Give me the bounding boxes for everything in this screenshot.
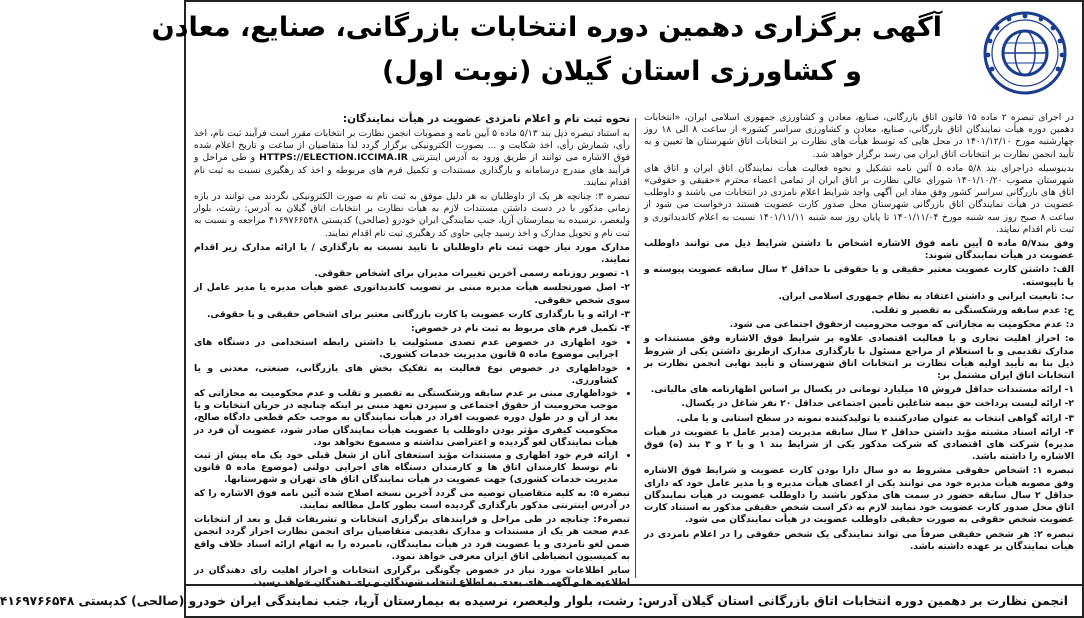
criterion-3: ۳- ارائه گواهی انتخاب به عنوان صادرکننده یا تولیدکننده نمونه در سطح استانی و یا ملی. xyxy=(676,412,1074,424)
announcement-header xyxy=(151,2,1082,110)
intro-paragraph-3: وفق بند۵/۷ ماده ۵ آیین نامه فوق الاشاره اشخاص با داشتن شرایط ذیل می توانند داوطلب عضویت در هیأت نمایندگان شوند: xyxy=(644,238,1074,262)
right-column xyxy=(644,112,1074,584)
election-website-link[interactable]: HTTPS://ELECTION.ICCIMA.IR xyxy=(259,152,408,164)
note-6: تبصره۶: چنانچه در طی مراحل و فرایندهای برگزاری انتخابات و تشریفات قبل و بعد از انتخابات عدم صحت هر یک از مستندات و مدارک تقدیمی متقاضیان برای انجمن نظارت احراز گردد انجمن ضمن لغو نامزدی و یا عضویت فرد در هیأت نمایندگان، نامبرده را به اتهام ارائه اسناد خلاف واقع به کمیسیون انضباطی اتاق ایران معرفی خواهد نمود. xyxy=(194,514,630,562)
declaration-item-3: • خوداظهاری مبنی بر عدم سابقه ورشکستگی به تقصیر و تقلب و عدم محکومیت به مجازاتی که موجب محرومیت از حقوق اجتماعی و سپردن تعهد مبنی بر اینکه چنانچه در جریان انتخابات و یا بعد از آن و در طول دوره عضویت افراد در هیأت نمایندگان به موجب حکم قطعی دادگاه صالح، محکومیت کیفری مؤثر بودن داوطلب یا عضویت هیأت نمایندگان صادر شود، عضویت آن فرد در هیأت نمایندگان لغو گردیده و اعتراضی نداشته و مسموع نخواهد بود. xyxy=(194,388,618,449)
criterion-1: ۱- ارائه مستندات حداقل فروش ۱۵ میلیارد تومانی در یکسال بر اساس اظهارنامه های مالیاتی. xyxy=(650,384,1074,396)
note-1: تبصره ۱: اشخاص حقوقی مشروط به دو سال دارا بودن کارت عضویت و شرایط فوق الاشاره وفق مصوبه هیأت مدیره خود می توانند یکی از اعضای هیأت مدیره و یا مدیر عامل خود که دارای حداقل ۲ سال سابقه حضور در سمت های مذکور باشند را داوطلب عضویت در هیأت نمایندگان اتاق محل صدور کارت عضویت خود نمایند لازم به ذکر است شخص حقیقی مذکور به استناد کارت عضویت شخص حقوقی به صورت حقیقی داوطلب عضویت در هیأت نمایندگان می شود. xyxy=(644,465,1074,526)
condition-he: ه: احراز اهلیت تجاری و یا فعالیت اقتصادی علاوه بر شرایط فوق الاشاره وفق مستندات و مدارک تقدیمی و با استعلام از مراجع مسئول با بارگذاری مدارک ازطریق داشتن یکی از شروط ذیل بنا به تأیید اولیه هیأت نظارت بر انتخابات اتاق شهرستان و تأیید نهایی انجمن نظارت بر انتخابات اتاق ایران مشتمل بر: xyxy=(644,333,1074,382)
announcement-title-line2: و کشاورزی استان گیلان (نوبت اول) xyxy=(382,56,862,87)
condition-alef: الف: داشتن کارت عضویت معتبر حقیقی و یا حقوقی با حداقل ۲ سال سابقه عضویت پیوسته و یا ناپیوسته. xyxy=(644,264,1074,288)
intro-paragraph-1: در اجرای تبصره ۲ ماده ۱۵ قانون اتاق بازرگانی، صنایع، معادن و کشاورزی جمهوری اسلامی ایران، «انتخابات دهمین دوره هیأت نمایندگان اتاق بازرگانی، صنایع، معادن و کشاورزی سراسر کشور» از ساعت ۸ الی ۱۸ روز چهارشنبه مورخ ۱۴۰۱/۱۲/۱۰ در محل هایی که توسط هیأت های نظارت بر انتخابات اتاق شهرستان ها تعیین و به تأیید انجمن نظارت بر انتخابات اتاق ایران می رسد برگزار خواهد شد. xyxy=(644,112,1075,160)
chamber-of-commerce-logo-icon xyxy=(982,10,1068,96)
announcement-title-line1: آگهی برگزاری دهمین دوره انتخابات بازرگانی، صنایع، معادن xyxy=(151,12,942,43)
left-column xyxy=(194,112,631,589)
criterion-2: ۲- ارائه لیست پرداخت حق بیمه شاغلین تأمین اجتماعی حداقل ۲۰ نفر شاغل در یکسال. xyxy=(681,398,1074,410)
declaration-list xyxy=(194,337,630,486)
document-item-1: ۱- تصویر روزنامه رسمی آخرین تغییرات مدیران برای اشخاص حقوقی. xyxy=(314,268,630,280)
registration-section-title: نحوه ثبت نام و اعلام نامزدی عضویت در هیأت نمایندگان: xyxy=(342,113,630,125)
required-documents-title: مدارک مورد نیاز جهت ثبت نام داوطلبان با تایید نسبت به بارگذاری / یا ارائه مدارک زیر اقدام نمایند. xyxy=(194,241,630,266)
condition-be: ب: تابعیت ایرانی و داشتن اعتقاد به نظام جمهوری اسلامی ایران. xyxy=(778,290,1074,302)
registration-intro-part2: و طی مراحل و فرآیند های مندرج درسامانه و بارگذاری مستندات و تکمیل فرم های مربوطه و اخذ کد رهگیری نسبت به ثبت نام اقدام نمایند. xyxy=(194,152,630,188)
document-item-4: ۴- تکمیل فرم های مربوط به ثبت نام در خصوص: xyxy=(410,323,630,335)
condition-dal: د: عدم محکومیت به مجازاتی که موجب محرومیت ازحقوق اجتماعی می شود. xyxy=(729,319,1074,331)
registration-intro xyxy=(194,128,630,189)
declaration-item-2: • خوداظهاری در خصوص نوع فعالیت به تفکیک بخش های بازرگانی، صنعتی، معدنی و یا کشاورزی. xyxy=(194,363,618,387)
condition-jim: ج: عدم سابقه ورشکستگی به تقصیر و تقلب. xyxy=(871,305,1074,317)
note-3: تبصره ۳: چنانچه هر یک از داوطلبان به هر دلیل موفق به ثبت نام به صورت الکترونیکی نگردند می توانند در بازه زمانی مذکور با در دست داشتن مستندات لازم به هیأت نظارت بر انتخابات اتاق گیلان به آدرس: رشت، بلوار ولیعصر، نرسیده به بیمارستان آریا، جنب نمایندگی ایران خودرو (صالحی) کدپستی ۴۱۶۹۷۶۶۵۴۸ مراجعه و نسبت به ثبت نام و تحویل مدارک و اخذ رسید چاپی حاوی کد رهگیری ثبت نام اقدام نمایند. xyxy=(194,191,630,239)
note-2: تبصره ۲: هر شخص حقیقی صرفاً می تواند نمایندگی یک شخص حقوقی را در اعلام نامزدی در هیأت نمایندگان بر عهده داشته باشد. xyxy=(644,528,1074,552)
announcement-footer xyxy=(0,584,1082,616)
closing-paragraph: سایر اطلاعات مورد نیاز در خصوص چگونگی برگزاری انتخابات و احراز اهلیت رای دهندگان در اطلاعیه ها و آگهی های بعدی به اطلاع انتخاب شوندگان و رای دهندگان خواهد رسید. xyxy=(194,564,630,589)
criterion-4: ۴- ارائه اسناد مشبته مؤید داشتن حداقل ۲ سال سابقه مدیریت (مدیر عامل یا عضویت در هیأت مدیره) شرکت های اقتصادی که شرکت مذکور یکی از شرایط بند ۱ و یا ۲ و ۳ بند (ه) فوق الاشاره را داشته باشد. xyxy=(644,426,1074,463)
note-5: تبصره ۵: به کلیه متقاضیان توصیه می گردد آخرین نسخه اصلاح شده آئین نامه فوق الاشاره را که در آدرس اینترنتی مذکور بارگذاری گردیده است بطور کامل مطالعه نمایند. xyxy=(194,487,631,511)
registration-intro-part1: به استناد تبصره ذیل بند ۵/۱۳ ماده ۵ آیین نامه و مصوبات انجمن نظارت بر انتخابات مقرر است فرآیند ثبت نام، اخذ رأی، شمارش رأی، اخذ شکایت و ... بصورت الکترونیکی برگزار گردد لذا متقاضیان از ساعت و تاریخ اعلام شده فوق الاشاره می توانند از طریق ورود به آدرس اینترنتی xyxy=(194,128,630,164)
announcement-body xyxy=(194,112,1075,589)
declaration-item-1: • خود اظهاری در خصوص عدم تصدی مسئولیت یا داشتن رابطه استخدامی در دستگاه های اجرایی موضوع ماده ۵ قانون مدیریت خدمات کشوری. xyxy=(194,337,618,361)
document-item-3: ۳- ارائه و یا بارگذاری کارت عضویت یا کارت بازرگانی معتبر برای اشخاص حقیقی و یا حقوقی. xyxy=(206,308,630,320)
declaration-item-4: • ارائه فرم خود اظهاری و مستندات مؤید استعفای آنان از شغل قبلی خود یک ماه پیش از ثبت نام توسط کارمندان اتاق ها و کارمندان دستگاه های اجرایی دولتی (موضوع ماده ۵ قانون مدیریت خدمات کشوری) جهت عضویت در هیأت نمایندگان اتاق های تهران و شهرستانها. xyxy=(194,450,618,487)
document-item-2: ۲- اصل صورتجلسه هیأت مدیره مبنی بر تصویب کاندیداتوری عضو هیأت مدیره یا مدیر عامل از سوی شخص حقوقی. xyxy=(194,282,630,306)
intro-paragraph-2: بدینوسیله دراجرای بند ۵/۸ ماده ۵ آئین نامه تشکیل و نحوه فعالیت هیأت نمایندگان اتاق ایران و اتاق های شهرستان مصوب ۱۴۰۱/۱۰/۲۰ شورای عالی نظارت بر اتاق ایران از تمامی اعضاء محترم «حقیقی و حقوقی» اتاق های بازرگانی سراسر کشور وفق مفاد این آگهی واجد شرایط اعلام نامزدی در انتخابات می باشند و داوطلب عضویت در هیأت نمایندگان اتاق بازرگانی شهرستان محل صدور کارت عضویت هستند درخواست می شود از ساعت ۸ صبح روز سه شنبه مورخ ۱۴۰۱/۱۱/۰۴ تا پایان روز سه شنبه ۱۴۰۱/۱۱/۱۱ نسبت به اعلام کاندیداتوری و ثبت نام اقدام نمایند. xyxy=(644,162,1074,235)
footer-address: انجمن نظارت بر دهمین دوره انتخابات اتاق بازرگانی استان گیلان آدرس: رشت، بلوار ولیعصر، نرسیده به بیمارستان آریا، جنب نمایندگی ایران خودرو (صالحی) کدپستی ۴۱۶۹۷۶۶۵۴۸ xyxy=(0,594,1068,608)
